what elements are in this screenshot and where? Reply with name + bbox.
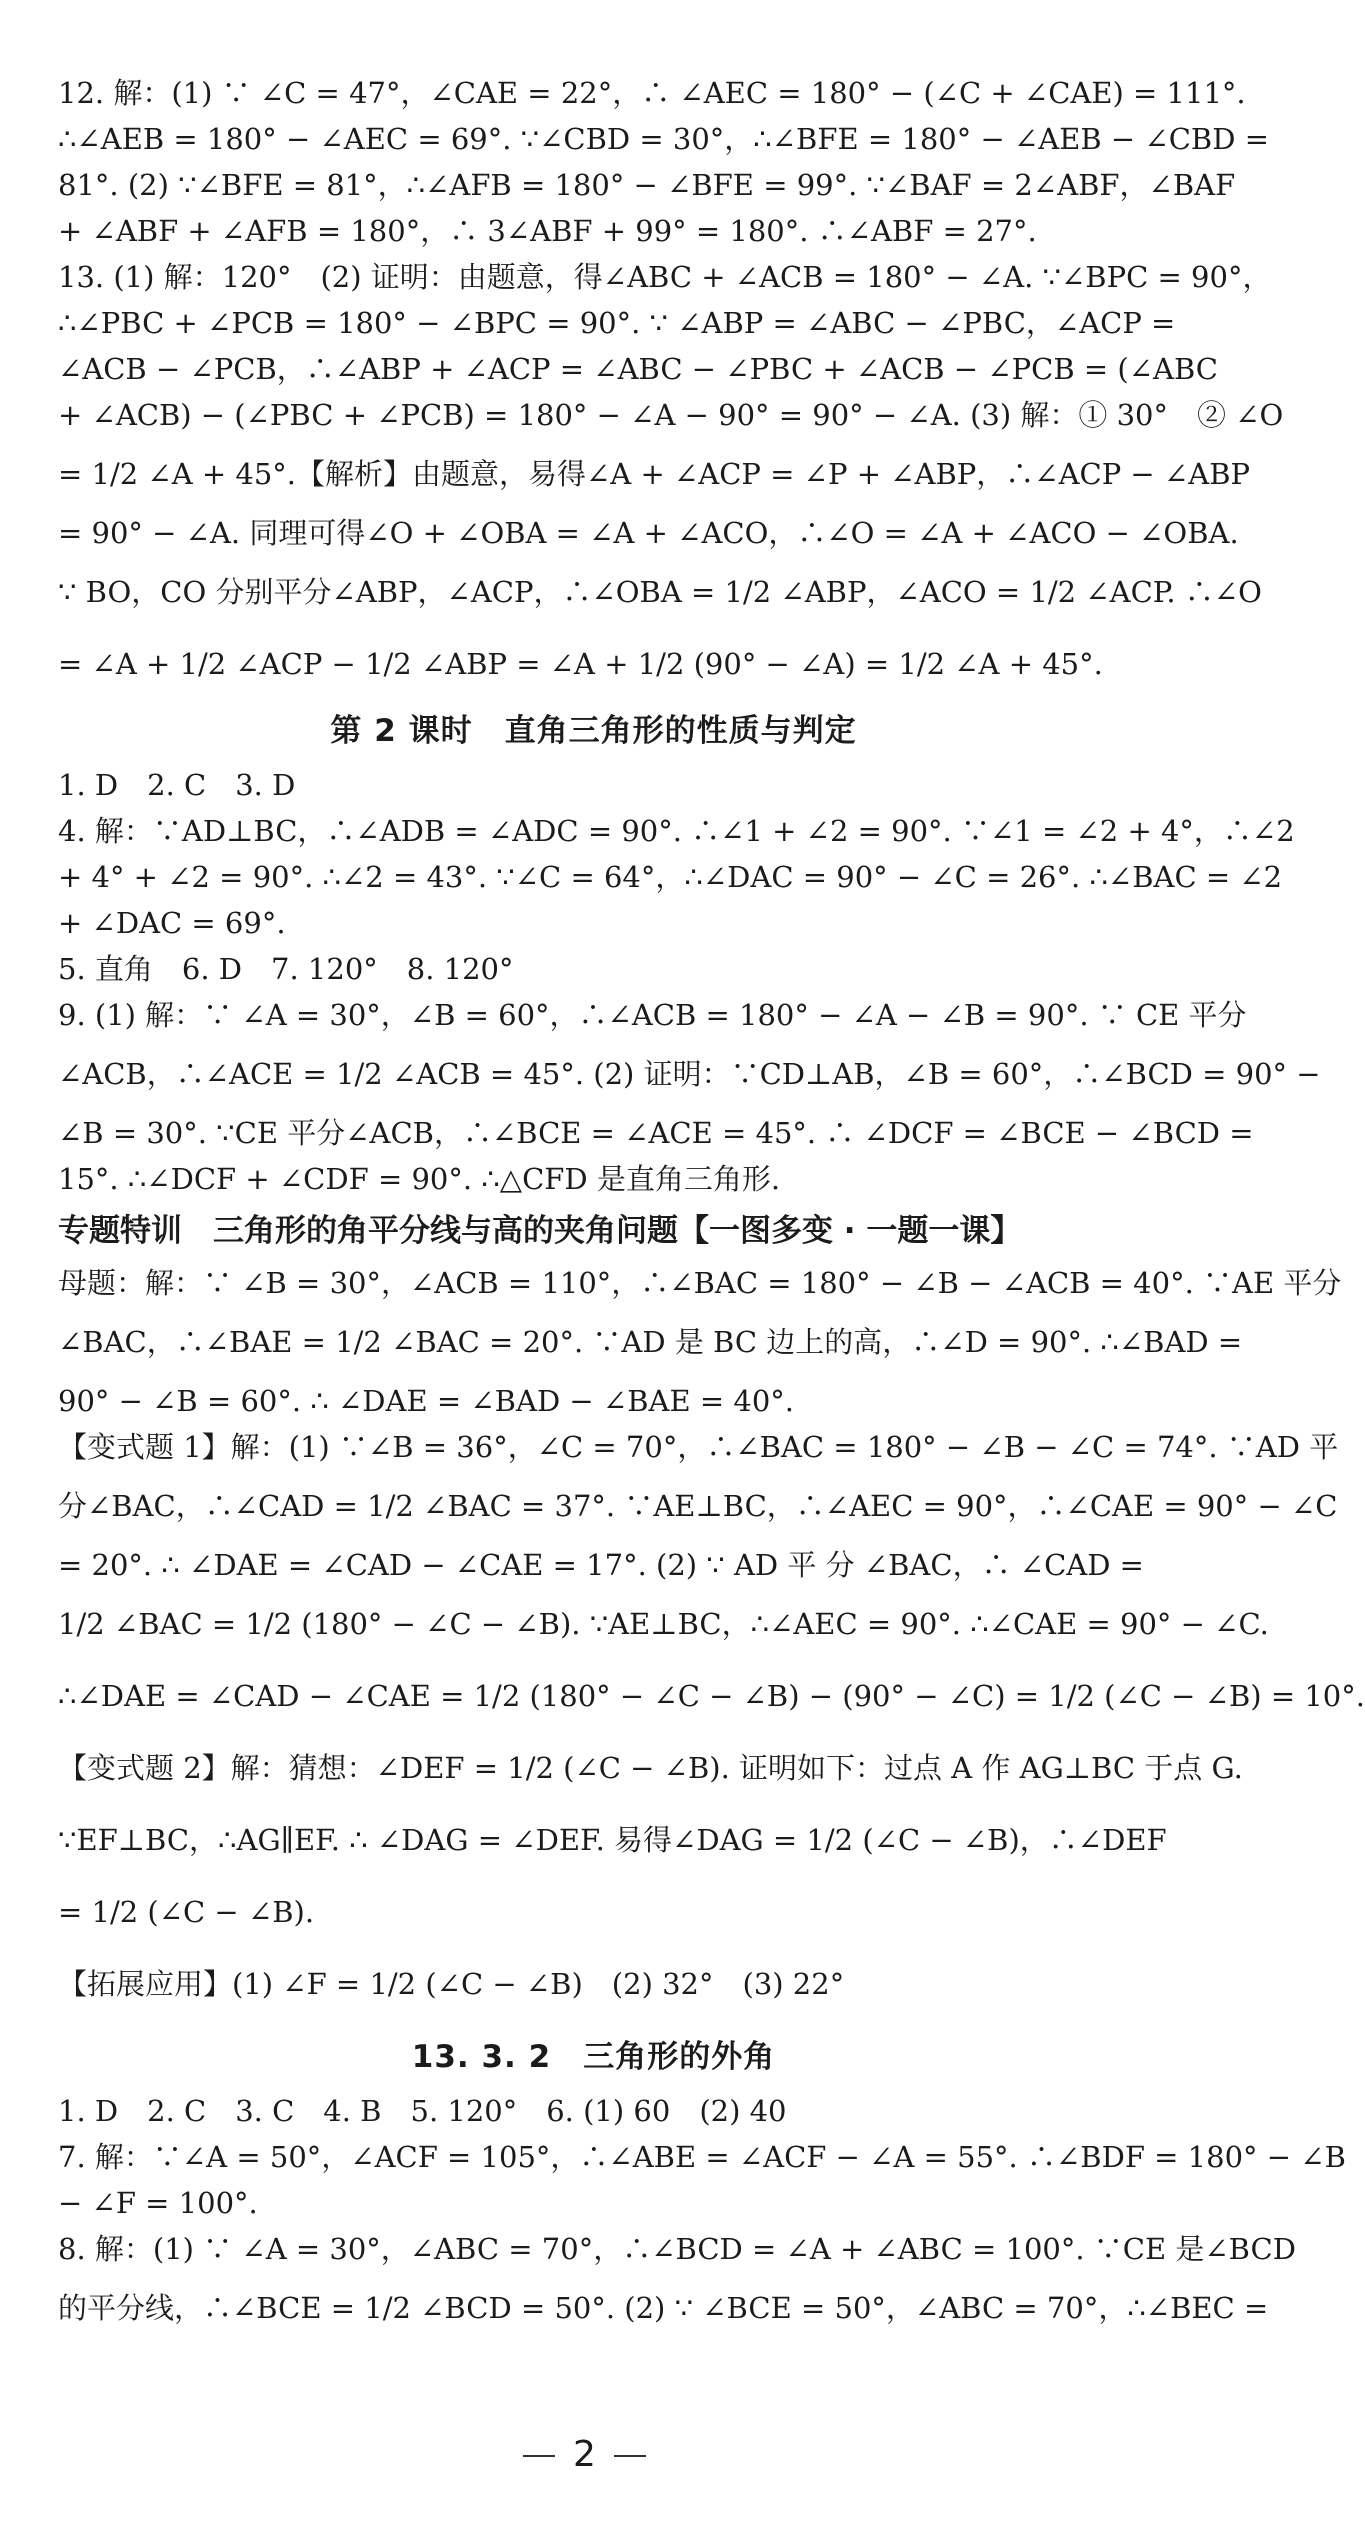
dash-right xyxy=(614,2455,646,2457)
text-line: = ∠A + 1/2 ∠ACP − 1/2 ∠ABP = ∠A + 1/2 (90° − ∠A) = 1/2 ∠A + 45°. xyxy=(58,647,1103,681)
text-line: 13. (1) 解：120° (2) 证明：由题意，得∠ABC + ∠ACB = 180° − ∠A. ∵∠BPC = 90°， xyxy=(58,260,1272,294)
text-line: + ∠DAC = 69°. xyxy=(58,906,286,940)
dash-left xyxy=(523,2455,555,2457)
text-line: = 90° − ∠A. 同理可得∠O + ∠OBA = ∠A + ∠ACO，∴∠O = ∠A + ∠ACO − ∠OBA. xyxy=(58,516,1239,550)
text-line: ∠ACB，∴∠ACE = 1/2 ∠ACB = 45°. (2) 证明：∵CD⊥AB，∠B = 60°，∴∠BCD = 90° − xyxy=(58,1057,1321,1091)
text-line: 1/2 ∠BAC = 1/2 (180° − ∠C − ∠B). ∵AE⊥BC，∴∠AEC = 90°. ∴∠CAE = 90° − ∠C. xyxy=(58,1607,1269,1641)
text-line: 5. 直角 6. D 7. 120° 8. 120° xyxy=(58,952,514,986)
text-line: 的平分线，∴∠BCE = 1/2 ∠BCD = 50°. (2) ∵ ∠BCE = 50°，∠ABC = 70°，∴∠BEC = xyxy=(58,2291,1269,2325)
text-line: 81°. (2) ∵∠BFE = 81°，∴∠AFB = 180° − ∠BFE = 99°. ∵∠BAF = 2∠ABF，∠BAF xyxy=(58,168,1236,202)
text-line: = 20°. ∴ ∠DAE = ∠CAD − ∠CAE = 17°. (2) ∵ AD 平 分 ∠BAC，∴ ∠CAD = xyxy=(58,1548,1144,1582)
text-line: 1. D 2. C 3. C 4. B 5. 120° 6. (1) 60 (2) 40 xyxy=(58,2094,787,2128)
text-line: + 4° + ∠2 = 90°. ∴∠2 = 43°. ∵∠C = 64°，∴∠DAC = 90° − ∠C = 26°. ∴∠BAC = ∠2 xyxy=(58,860,1283,894)
text-line: 8. 解：(1) ∵ ∠A = 30°，∠ABC = 70°，∴∠BCD = ∠A + ∠ABC = 100°. ∵CE 是∠BCD xyxy=(58,2232,1296,2266)
text-line: 4. 解：∵AD⊥BC，∴∠ADB = ∠ADC = 90°. ∴∠1 + ∠2 = 90°. ∵∠1 = ∠2 + 4°，∴∠2 xyxy=(58,814,1295,848)
problem-13 xyxy=(58,254,1284,700)
page-number-text: 2 xyxy=(573,2434,596,2475)
section-title: 第 2 课时 直角三角形的性质与判定 xyxy=(330,713,857,749)
text-line: 7. 解：∵∠A = 50°，∠ACF = 105°，∴∠ABE = ∠ACF − ∠A = 55°. ∴∠BDF = 180° − ∠B xyxy=(58,2140,1346,2174)
problem-12 xyxy=(58,70,1270,254)
text-line: 母题：解：∵ ∠B = 30°，∠ACB = 110°，∴∠BAC = 180° − ∠B − ∠ACB = 40°. ∵AE 平分 xyxy=(58,1266,1342,1300)
text-line: 15°. ∴∠DCF + ∠CDF = 90°. ∴△CFD 是直角三角形. xyxy=(58,1162,781,1196)
lesson2-answers xyxy=(58,762,1321,1202)
text-line: 1. D 2. C 3. D xyxy=(58,768,296,802)
text-line: = 1/2 (∠C − ∠B). xyxy=(58,1895,315,1929)
text-line: 9. (1) 解：∵ ∠A = 30°，∠B = 60°，∴∠ACB = 180° − ∠A − ∠B = 90°. ∵ CE 平分 xyxy=(58,998,1247,1032)
text-line: ∵ BO，CO 分别平分∠ABP，∠ACP，∴∠OBA = 1/2 ∠ABP，∠ACO = 1/2 ∠ACP. ∴∠O xyxy=(58,575,1262,609)
section-title: 13. 3. 2 三角形的外角 xyxy=(411,2039,776,2075)
topic-answers xyxy=(58,1260,1365,2020)
text-line: 12. 解：(1) ∵ ∠C = 47°，∠CAE = 22°，∴ ∠AEC = 180° − (∠C + ∠CAE) = 111°. xyxy=(58,76,1246,110)
text-line: ∴∠PBC + ∠PCB = 180° − ∠BPC = 90°. ∵ ∠ABP = ∠ABC − ∠PBC，∠ACP = xyxy=(58,306,1176,340)
text-line: ∴∠AEB = 180° − ∠AEC = 69°. ∵∠CBD = 30°，∴∠BFE = 180° − ∠AEB − ∠CBD = xyxy=(58,122,1270,156)
text-line: = 1/2 ∠A + 45°.【解析】由题意，易得∠A + ∠ACP = ∠P + ∠ABP，∴∠ACP − ∠ABP xyxy=(58,457,1251,491)
text-line: 【拓展应用】(1) ∠F = 1/2 (∠C − ∠B) (2) 32° (3) 22° xyxy=(58,1967,845,2001)
page-number xyxy=(0,2432,1169,2478)
section-title: 专题特训 三角形的角平分线与高的夹角问题【一图多变 · 一题一课】 xyxy=(58,1213,1022,1249)
text-line: ∠BAC，∴∠BAE = 1/2 ∠BAC = 20°. ∵AD 是 BC 边上的高，∴∠D = 90°. ∴∠BAD = xyxy=(58,1325,1243,1359)
text-line: 【变式题 1】解：(1) ∵∠B = 36°，∠C = 70°，∴∠BAC = 180° − ∠B − ∠C = 74°. ∵AD 平 xyxy=(58,1430,1339,1464)
text-line: ∵EF⊥BC，∴AG∥EF. ∴ ∠DAG = ∠DEF. 易得∠DAG = 1/2 (∠C − ∠B)，∴∠DEF xyxy=(58,1823,1167,1857)
text-line: ∠B = 30°. ∵CE 平分∠ACB，∴∠BCE = ∠ACE = 45°. ∴ ∠DCF = ∠BCE − ∠BCD = xyxy=(58,1116,1254,1150)
text-line: 【变式题 2】解：猜想：∠DEF = 1/2 (∠C − ∠B). 证明如下：过点 A 作 AG⊥BC 于点 G. xyxy=(58,1751,1243,1785)
text-line: 分∠BAC，∴∠CAD = 1/2 ∠BAC = 37°. ∵AE⊥BC，∴∠AEC = 90°，∴∠CAE = 90° − ∠C xyxy=(58,1489,1338,1523)
text-line: ∠ACB − ∠PCB，∴∠ABP + ∠ACP = ∠ABC − ∠PBC + ∠ACB − ∠PCB = (∠ABC xyxy=(58,352,1218,386)
text-line: − ∠F = 100°. xyxy=(58,2186,258,2220)
section-1332-answers xyxy=(58,2088,1346,2344)
text-line: + ∠ACB) − (∠PBC + ∠PCB) = 180° − ∠A − 90° = 90° − ∠A. (3) 解：① 30° ② ∠O xyxy=(58,398,1284,432)
text-line: + ∠ABF + ∠AFB = 180°，∴ 3∠ABF + 99° = 180°. ∴∠ABF = 27°. xyxy=(58,214,1037,248)
text-line: ∴∠DAE = ∠CAD − ∠CAE = 1/2 (180° − ∠C − ∠B) − (90° − ∠C) = 1/2 (∠C − ∠B) = 10°. xyxy=(58,1679,1365,1713)
text-line: 90° − ∠B = 60°. ∴ ∠DAE = ∠BAD − ∠BAE = 40°. xyxy=(58,1384,795,1418)
